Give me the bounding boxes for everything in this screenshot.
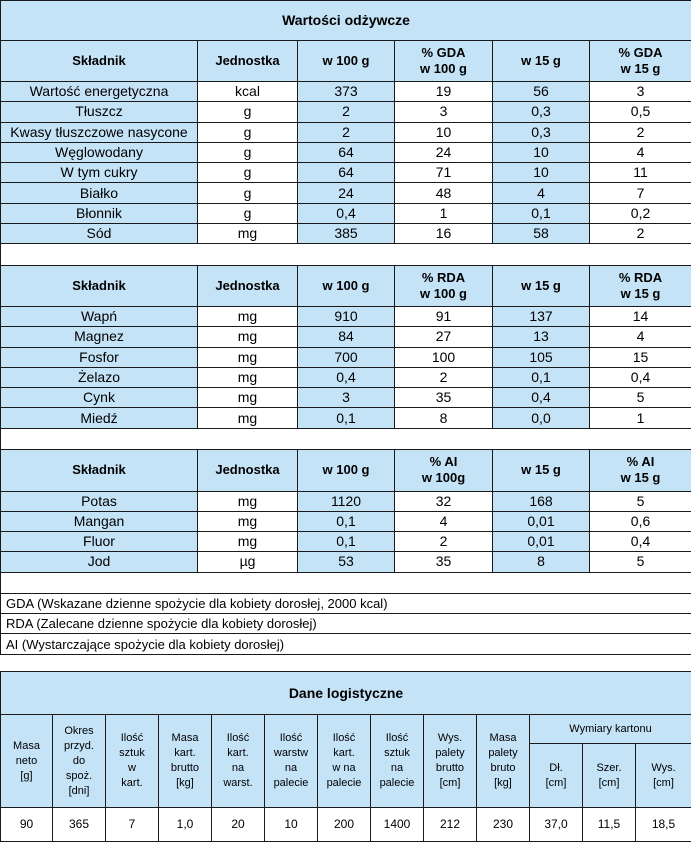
nutrient-row — [1, 223, 691, 243]
nutrient-name: Białko — [1, 183, 198, 203]
nutrient-name: Mangan — [1, 511, 198, 531]
footnote-row — [1, 614, 691, 634]
nutrient-name: Wapń — [1, 307, 198, 327]
carton-dimension-header — [530, 744, 583, 808]
column-header: w 100 g — [298, 449, 395, 491]
unit-cell: mg — [198, 388, 298, 408]
logistics-table — [0, 671, 691, 842]
value-cell: 91 — [395, 307, 493, 327]
nutrient-name: Fluor — [1, 532, 198, 552]
value-cell: 1 — [590, 408, 691, 428]
value-cell: 56 — [493, 82, 590, 102]
logistics-value: 90 — [1, 808, 53, 842]
unit-cell: g — [198, 142, 298, 162]
logistics-value: 18,5 — [636, 808, 691, 842]
logistics-value: 11,5 — [583, 808, 636, 842]
value-cell: 10 — [493, 163, 590, 183]
unit-cell: mg — [198, 408, 298, 428]
value-cell: 1 — [395, 203, 493, 223]
value-cell: 27 — [395, 327, 493, 347]
header-line: na — [371, 761, 423, 776]
header-line: warst. — [212, 776, 264, 791]
header-line: przyd. — [53, 739, 105, 754]
header-line: % GDA — [395, 45, 492, 61]
value-cell: 8 — [395, 408, 493, 428]
nutrient-name: Potas — [1, 491, 198, 511]
header-line: % AI — [590, 454, 691, 470]
footnote: RDA (Zalecane dzienne spożycie dla kobiety dorosłej) — [1, 614, 691, 634]
nutrient-name: Miedź — [1, 408, 198, 428]
nutrient-row — [1, 82, 691, 102]
header-line: Okres — [53, 724, 105, 739]
value-cell: 71 — [395, 163, 493, 183]
column-header: Jednostka — [198, 265, 298, 307]
value-cell: 24 — [298, 183, 395, 203]
carton-dimensions-header: Wymiary kartonu — [530, 715, 691, 744]
value-cell: 84 — [298, 327, 395, 347]
unit-cell: g — [198, 102, 298, 122]
value-cell: 373 — [298, 82, 395, 102]
logistics-column-header — [371, 715, 424, 808]
header-line: [dni] — [53, 784, 105, 799]
logistics-value: 7 — [106, 808, 159, 842]
nutrient-row — [1, 142, 691, 162]
nutrient-name: Sód — [1, 223, 198, 243]
nutrient-row — [1, 163, 691, 183]
value-cell: 137 — [493, 307, 590, 327]
carton-dimension-header — [583, 744, 636, 808]
header-line: w na — [318, 761, 370, 776]
column-header: w 15 g — [493, 265, 590, 307]
logistics-value: 230 — [477, 808, 530, 842]
column-header: Składnik — [1, 265, 198, 307]
value-cell: 15 — [590, 347, 691, 367]
value-cell: 53 — [298, 552, 395, 572]
header-line: Masa — [477, 731, 529, 746]
section-header-row — [1, 40, 691, 82]
nutrient-name: Żelazo — [1, 367, 198, 387]
value-cell: 0,3 — [493, 122, 590, 142]
header-line: [g] — [1, 769, 52, 784]
nutrient-row — [1, 408, 691, 428]
logistics-column-header — [424, 715, 477, 808]
header-line: w — [106, 761, 158, 776]
column-header — [395, 40, 493, 82]
nutrient-row — [1, 388, 691, 408]
nutrient-name: Jod — [1, 552, 198, 572]
logistics-column-header — [159, 715, 212, 808]
unit-cell: g — [198, 122, 298, 142]
logistics-value: 212 — [424, 808, 477, 842]
logistics-column-header — [318, 715, 371, 808]
value-cell: 11 — [590, 163, 691, 183]
unit-cell: mg — [198, 491, 298, 511]
nutrient-name: Węglowodany — [1, 142, 198, 162]
value-cell: 700 — [298, 347, 395, 367]
section-gap — [1, 428, 691, 449]
nutrient-row — [1, 347, 691, 367]
header-line: kart. — [159, 746, 211, 761]
value-cell: 5 — [590, 552, 691, 572]
value-cell: 0,01 — [493, 532, 590, 552]
logistics-value: 365 — [53, 808, 106, 842]
header-line: [kg] — [477, 776, 529, 791]
header-line: palety — [424, 746, 476, 761]
value-cell: 0,5 — [590, 102, 691, 122]
unit-cell: mg — [198, 347, 298, 367]
unit-cell: g — [198, 163, 298, 183]
section-header-row — [1, 449, 691, 491]
value-cell: 100 — [395, 347, 493, 367]
logistics-value: 20 — [212, 808, 265, 842]
header-line: neto — [1, 754, 52, 769]
value-cell: 1120 — [298, 491, 395, 511]
value-cell: 105 — [493, 347, 590, 367]
header-line: palecie — [318, 776, 370, 791]
footnote-row — [1, 634, 691, 655]
header-line: w 100 g — [395, 61, 492, 77]
value-cell: 2 — [590, 223, 691, 243]
column-header — [590, 40, 691, 82]
unit-cell: mg — [198, 223, 298, 243]
value-cell: 24 — [395, 142, 493, 162]
column-header: Jednostka — [198, 40, 298, 82]
value-cell: 0,0 — [493, 408, 590, 428]
value-cell: 35 — [395, 552, 493, 572]
value-cell: 14 — [590, 307, 691, 327]
header-line: Ilość — [265, 731, 317, 746]
value-cell: 2 — [590, 122, 691, 142]
value-cell: 4 — [590, 142, 691, 162]
logistics-title-row — [1, 672, 691, 715]
nutrient-row — [1, 122, 691, 142]
header-line: Ilość — [106, 731, 158, 746]
value-cell: 0,1 — [298, 408, 395, 428]
logistics-value: 1400 — [371, 808, 424, 842]
header-line: Dł. — [530, 761, 582, 776]
header-line: palecie — [265, 776, 317, 791]
footnote: AI (Wystarczające spożycie dla kobiety dorosłej) — [1, 634, 691, 655]
header-line: na — [265, 761, 317, 776]
value-cell: 0,2 — [590, 203, 691, 223]
value-cell: 385 — [298, 223, 395, 243]
unit-cell: mg — [198, 327, 298, 347]
unit-cell: µg — [198, 552, 298, 572]
nutrient-row — [1, 102, 691, 122]
value-cell: 10 — [395, 122, 493, 142]
header-line: % RDA — [590, 270, 691, 286]
column-header — [590, 449, 691, 491]
header-line: kart. — [212, 746, 264, 761]
value-cell: 13 — [493, 327, 590, 347]
gap-cell — [1, 572, 691, 593]
header-line: sztuk — [106, 746, 158, 761]
value-cell: 35 — [395, 388, 493, 408]
column-header — [395, 449, 493, 491]
logistics-value: 37,0 — [530, 808, 583, 842]
value-cell: 0,1 — [298, 511, 395, 531]
nutrient-row — [1, 511, 691, 531]
nutrient-name: Tłuszcz — [1, 102, 198, 122]
logistics-value: 10 — [265, 808, 318, 842]
nutrient-row — [1, 491, 691, 511]
section-header-row — [1, 265, 691, 307]
header-line: Szer. — [583, 761, 635, 776]
column-header: w 100 g — [298, 40, 395, 82]
unit-cell: mg — [198, 532, 298, 552]
value-cell: 0,4 — [298, 367, 395, 387]
value-cell: 0,1 — [298, 532, 395, 552]
header-line: palecie — [371, 776, 423, 791]
gap-cell — [1, 244, 691, 265]
column-header: Składnik — [1, 40, 198, 82]
value-cell: 0,4 — [590, 532, 691, 552]
value-cell: 4 — [590, 327, 691, 347]
header-line: spoż. — [53, 769, 105, 784]
value-cell: 2 — [395, 532, 493, 552]
logistics-value: 200 — [318, 808, 371, 842]
value-cell: 5 — [590, 491, 691, 511]
value-cell: 32 — [395, 491, 493, 511]
header-line: bruto — [477, 761, 529, 776]
nutrient-name: Cynk — [1, 388, 198, 408]
logistics-column-header — [265, 715, 318, 808]
column-header — [395, 265, 493, 307]
nutrient-name: Fosfor — [1, 347, 198, 367]
header-line: brutto — [424, 761, 476, 776]
nutrient-name: Wartość energetyczna — [1, 82, 198, 102]
nutrient-name: Magnez — [1, 327, 198, 347]
header-line: brutto — [159, 761, 211, 776]
value-cell: 3 — [298, 388, 395, 408]
header-line: [cm] — [583, 776, 635, 791]
header-line: sztuk — [371, 746, 423, 761]
column-header — [590, 265, 691, 307]
header-line: do — [53, 754, 105, 769]
header-line: kart. — [106, 776, 158, 791]
header-line: w 15 g — [590, 61, 691, 77]
nutrient-name: Kwasy tłuszczowe nasycone — [1, 122, 198, 142]
value-cell: 0,01 — [493, 511, 590, 531]
unit-cell: mg — [198, 367, 298, 387]
logistics-value: 1,0 — [159, 808, 212, 842]
header-line: Ilość — [318, 731, 370, 746]
column-header: w 15 g — [493, 449, 590, 491]
logistics-column-header — [212, 715, 265, 808]
column-header: Jednostka — [198, 449, 298, 491]
column-header: w 100 g — [298, 265, 395, 307]
header-line: w 100 g — [395, 286, 492, 302]
value-cell: 10 — [493, 142, 590, 162]
value-cell: 0,3 — [493, 102, 590, 122]
value-cell: 48 — [395, 183, 493, 203]
header-line: [cm] — [424, 776, 476, 791]
carton-dimension-header — [636, 744, 691, 808]
header-line: Ilość — [212, 731, 264, 746]
header-line: palety — [477, 746, 529, 761]
header-line: na — [212, 761, 264, 776]
gap-cell — [1, 428, 691, 449]
header-line: w 15 g — [590, 470, 691, 486]
nutrient-row — [1, 532, 691, 552]
value-cell: 3 — [590, 82, 691, 102]
value-cell: 64 — [298, 142, 395, 162]
logistics-values-row — [1, 808, 691, 842]
header-line: [cm] — [636, 776, 691, 791]
value-cell: 0,1 — [493, 367, 590, 387]
value-cell: 4 — [493, 183, 590, 203]
header-line: Masa — [1, 739, 52, 754]
value-cell: 19 — [395, 82, 493, 102]
header-line: % RDA — [395, 270, 492, 286]
header-line: Masa — [159, 731, 211, 746]
nutrient-row — [1, 203, 691, 223]
header-line: warstw — [265, 746, 317, 761]
header-line: kart. — [318, 746, 370, 761]
footnote-row — [1, 593, 691, 613]
nutrient-row — [1, 307, 691, 327]
value-cell: 7 — [590, 183, 691, 203]
unit-cell: mg — [198, 511, 298, 531]
logistics-column-header — [1, 715, 53, 808]
value-cell: 64 — [298, 163, 395, 183]
value-cell: 3 — [395, 102, 493, 122]
header-line: [kg] — [159, 776, 211, 791]
nutrient-row — [1, 367, 691, 387]
logistics-column-header — [477, 715, 530, 808]
nutrition-title-row — [1, 1, 691, 41]
section-gap — [1, 244, 691, 265]
nutrition-title: Wartości odżywcze — [1, 1, 691, 41]
footnote: GDA (Wskazane dzienne spożycie dla kobiety dorosłej, 2000 kcal) — [1, 593, 691, 613]
header-line: w 100g — [395, 470, 492, 486]
nutrient-name: Błonnik — [1, 203, 198, 223]
value-cell: 8 — [493, 552, 590, 572]
logistics-column-header — [53, 715, 106, 808]
value-cell: 0,1 — [493, 203, 590, 223]
header-line: [cm] — [530, 776, 582, 791]
nutrient-row — [1, 183, 691, 203]
value-cell: 910 — [298, 307, 395, 327]
value-cell: 58 — [493, 223, 590, 243]
unit-cell: g — [198, 183, 298, 203]
header-line: % GDA — [590, 45, 691, 61]
value-cell: 168 — [493, 491, 590, 511]
nutrient-row — [1, 327, 691, 347]
nutrient-name: W tym cukry — [1, 163, 198, 183]
nutrient-row — [1, 552, 691, 572]
value-cell: 16 — [395, 223, 493, 243]
header-line: Wys. — [636, 761, 691, 776]
unit-cell: kcal — [198, 82, 298, 102]
logistics-title: Dane logistyczne — [1, 672, 691, 715]
header-line: % AI — [395, 454, 492, 470]
section-gap — [1, 572, 691, 593]
value-cell: 0,4 — [590, 367, 691, 387]
header-line: w 15 g — [590, 286, 691, 302]
logistics-column-header — [106, 715, 159, 808]
unit-cell: g — [198, 203, 298, 223]
value-cell: 0,4 — [298, 203, 395, 223]
value-cell: 2 — [298, 122, 395, 142]
column-header: Składnik — [1, 449, 198, 491]
value-cell: 5 — [590, 388, 691, 408]
value-cell: 4 — [395, 511, 493, 531]
value-cell: 2 — [395, 367, 493, 387]
value-cell: 0,6 — [590, 511, 691, 531]
column-header: w 15 g — [493, 40, 590, 82]
header-line: Ilość — [371, 731, 423, 746]
logistics-header-row — [1, 715, 691, 744]
header-line: Wys. — [424, 731, 476, 746]
value-cell: 2 — [298, 102, 395, 122]
unit-cell: mg — [198, 307, 298, 327]
value-cell: 0,4 — [493, 388, 590, 408]
